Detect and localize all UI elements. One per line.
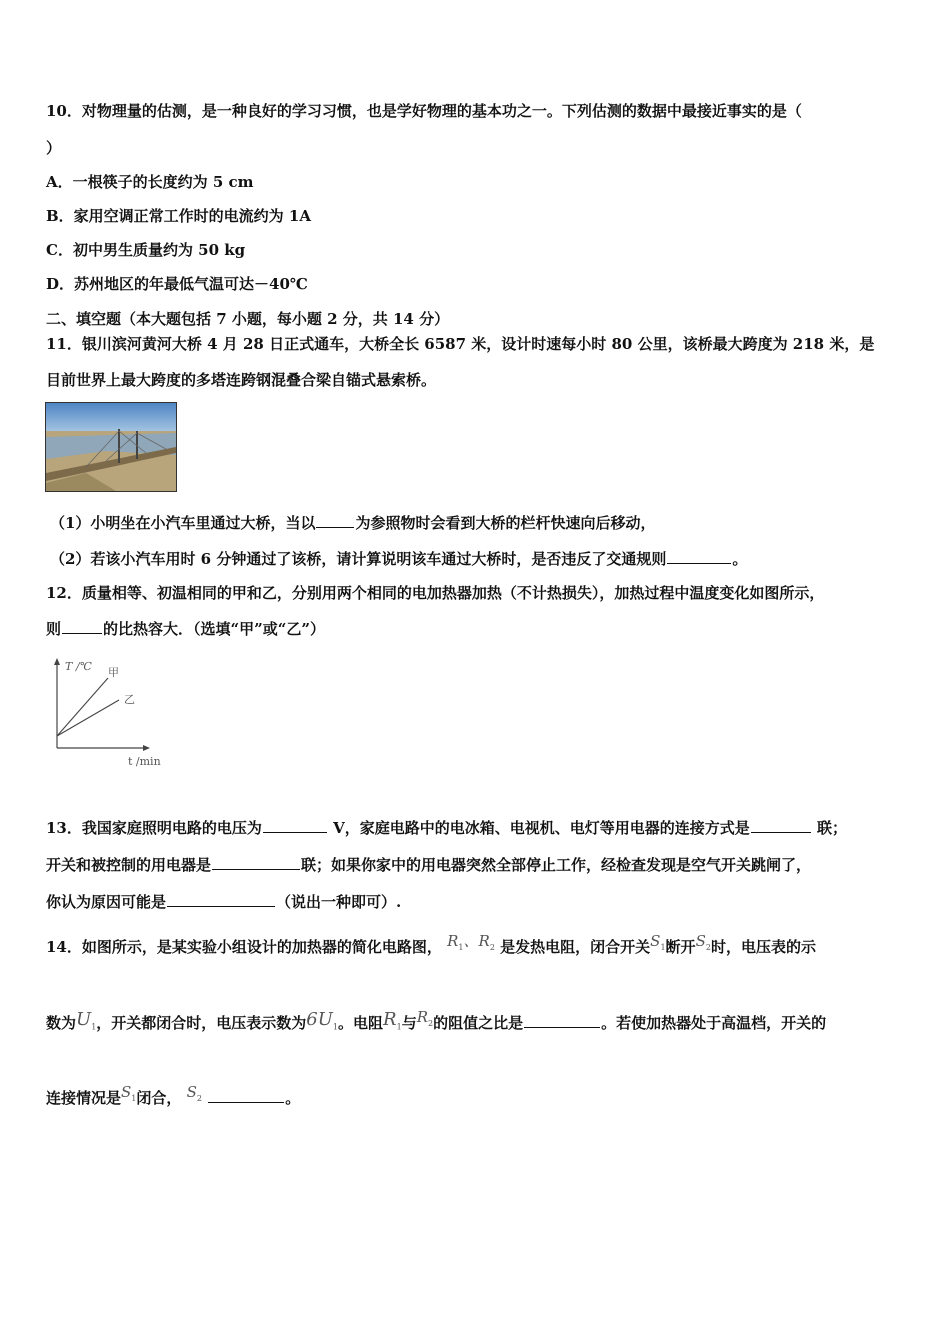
- q12-stem-line2: [46, 619, 325, 639]
- q14-line1: [46, 932, 816, 964]
- q14-blank-ratio[interactable]: [524, 1013, 600, 1028]
- q11-sub1: [50, 513, 655, 533]
- var-r1-ratio: $R_1$: [383, 1009, 402, 1032]
- var-u1: $U_1$: [76, 1009, 97, 1032]
- q14-l1-a: 14．如图所示，是某实验小组设计的加热器的简化电路图，: [46, 938, 442, 956]
- var-6u1: $6U_1$: [306, 1009, 339, 1032]
- bridge-photo: [45, 402, 177, 492]
- q14-l3-end: 。: [285, 1089, 301, 1107]
- q11-blank-2[interactable]: [667, 549, 731, 564]
- var-s1-high: $S_1$: [121, 1083, 137, 1103]
- q10-option-c: C．初中男生质量约为 50 kg: [46, 241, 246, 259]
- series-label-b: 乙: [124, 693, 135, 706]
- q14-l2-c: 。电阻: [338, 1014, 384, 1032]
- series-line-a: [57, 678, 108, 736]
- q10-stem-line1: 10．对物理量的估测，是一种良好的学习习惯，也是学好物理的基本功之一。下列估测的数据中最接近事实的是（: [46, 102, 802, 120]
- q14-l2-b: ，开关都闭合时，电压表示数为: [96, 1014, 307, 1032]
- q14-l2-d: 与: [401, 1014, 417, 1032]
- y-axis-label: T /℃: [65, 660, 92, 673]
- q11-sub2: [50, 549, 747, 569]
- q13-blank-voltage[interactable]: [263, 818, 327, 833]
- q13-line2: [46, 855, 811, 875]
- var-s2: $S_2$: [695, 932, 711, 952]
- q14-blank-s2[interactable]: [208, 1088, 284, 1103]
- q12-stem-line1: 12．质量相等、初温相同的甲和乙，分别用两个相同的电加热器加热（不计热损失），加热过程中温度变化如图所示，: [46, 584, 825, 602]
- q11-sub2-after: 。: [732, 550, 748, 568]
- q13-l1-a: 13．我国家庭照明电路的电压为: [46, 819, 262, 837]
- q10-option-b: B．家用空调正常工作时的电流约为 1A: [46, 207, 311, 225]
- series-label-a: 甲: [108, 666, 119, 679]
- q13-l3-b: （说出一种即可）.: [276, 893, 402, 911]
- q13-blank-switch[interactable]: [212, 855, 300, 870]
- q13-l1-c: 联；: [811, 819, 847, 837]
- q11-sub1-before: （1）小明坐在小汽车里通过大桥，当以: [50, 514, 316, 532]
- q10-option-d: D．苏州地区的年最低气温可达－40℃: [46, 275, 308, 293]
- q14-l1-d: 时，电压表的示: [710, 938, 816, 956]
- q14-l2-e: 的阻值之比是: [433, 1014, 524, 1032]
- q12-line2-after: 的比热容大．（选填“甲”或“乙”）: [103, 620, 326, 638]
- q14-l1-c: 断开: [665, 938, 696, 956]
- q13-l3-a: 你认为原因可能是: [46, 893, 167, 911]
- var-s2-high: $S_2$: [186, 1083, 203, 1103]
- q11-stem-line1: 11．银川滨河黄河大桥 4 月 28 日正式通车，大桥全长 6587 米，设计时速每小时 80 公里，该桥最大跨度为 218 米，是: [46, 335, 875, 353]
- y-axis-arrow: [54, 658, 60, 665]
- q10-stem-line2: ）: [46, 139, 62, 157]
- var-r1: $R_1$: [447, 932, 464, 952]
- q13-line1: [46, 818, 847, 838]
- q11-sub1-after: 为参照物时会看到大桥的栏杆快速向后移动，: [355, 514, 656, 532]
- section-title: 二、填空题（本大题包括 7 小题，每小题 2 分，共 14 分）: [46, 310, 450, 328]
- q11-blank-1[interactable]: [316, 513, 354, 528]
- q14-l2-f: 。若使加热器处于高温档，开关的: [601, 1014, 827, 1032]
- q14-l3-b: 闭合，: [136, 1089, 182, 1107]
- q14-l1-b: 是发热电阻，闭合开关: [500, 938, 651, 956]
- x-axis-arrow: [143, 745, 150, 751]
- var-r2: $R_2$: [478, 932, 495, 952]
- q14-l3-a: 连接情况是: [46, 1089, 122, 1107]
- q14-l2-a: 数为: [46, 1014, 77, 1032]
- q14-line2: [46, 1008, 827, 1041]
- q12-line2-before: 则: [46, 620, 62, 638]
- q13-l2-b: 联；如果你家中的用电器突然全部停止工作，经检查发现是空气开关跳闸了，: [301, 856, 812, 874]
- q12-blank[interactable]: [62, 619, 102, 634]
- q11-sub2-before: （2）若该小汽车用时 6 分钟通过了该桥，请计算说明该车通过大桥时，是否违反了交通规则: [50, 550, 667, 568]
- series-line-b: [57, 700, 119, 736]
- bridge-photo-image: [46, 403, 176, 491]
- q13-l1-b: V，家庭电路中的电冰箱、电视机、电灯等用电器的连接方式是: [327, 819, 750, 837]
- var-s1: $S_1$: [650, 932, 666, 952]
- q14-line3: [46, 1083, 301, 1115]
- q13-l2-a: 开关和被控制的用电器是: [46, 856, 212, 874]
- q13-blank-connection[interactable]: [751, 818, 811, 833]
- var-r2-ratio: $R_2$: [416, 1008, 434, 1028]
- q10-option-a: A．一根筷子的长度约为 5 cm: [46, 173, 254, 191]
- var-separator: 、: [463, 932, 479, 950]
- q13-line3: [46, 892, 401, 912]
- x-axis-label: t /min: [128, 755, 161, 768]
- q13-blank-reason[interactable]: [167, 892, 275, 907]
- q11-stem-line2: 目前世界上最大跨度的多塔连跨钢混叠合梁自锚式悬索桥。: [46, 371, 437, 389]
- temperature-graph: [44, 656, 174, 768]
